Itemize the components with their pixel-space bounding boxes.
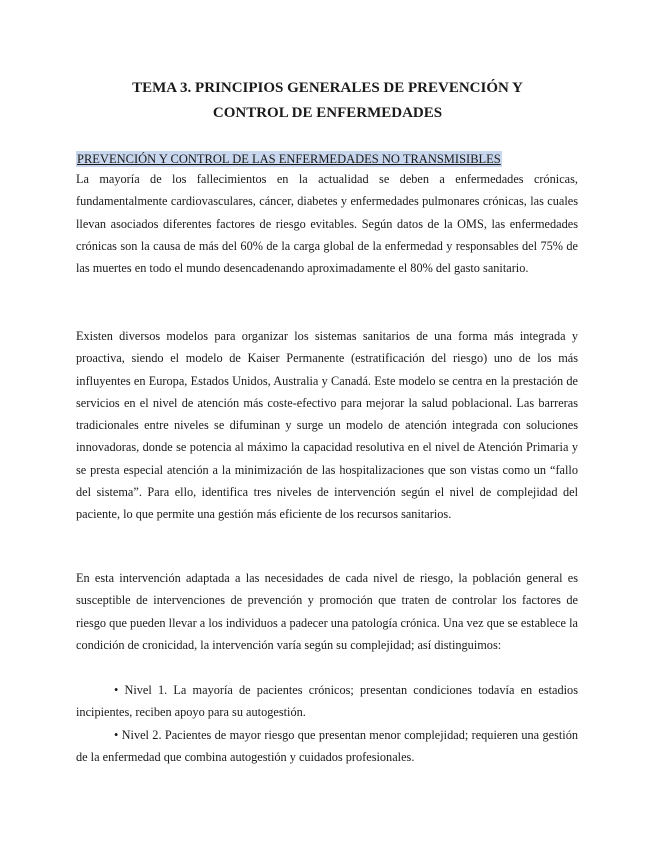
bullet-item-level-1: • Nivel 1. La mayoría de pacientes crónicos; presentan condiciones todavía en estadios incipientes, reciben apoyo para su autogestión. (76, 683, 578, 720)
bullet-item-level-2: • Nivel 2. Pacientes de mayor riesgo que presentan menor complejidad; requieren una gestión de la enfermedad que combina autogestión y cuidados profesionales. (76, 728, 578, 765)
paragraph-1: La mayoría de los fallecimientos en la actualidad se deben a enfermedades crónicas, fundamentalmente cardiovasculares, cáncer, diabetes y enfermedades pulmonares crónicas, las cuales llevan asociados diferentes factores de riesgo evitables. Según datos de la OMS, las enfermedades crónicas son la causa de más del 60% de la carga global de la enfermedad y responsables del 75% de las muertes en todo el mundo desencadenando aproximadamente el 80% del gasto sanitario. (76, 172, 578, 276)
section-heading: PREVENCIÓN Y CONTROL DE LAS ENFERMEDADES NO TRANSMISIBLES (77, 152, 501, 166)
title-line-2: CONTROL DE ENFERMEDADES (212, 105, 443, 121)
page-title (60, 76, 595, 126)
paragraph-2: Existen diversos modelos para organizar los sistemas sanitarios de una forma más integrada y proactiva, siendo el modelo de Kaiser Permanente (estratificación del riesgo) uno de los más influyentes en Europa, Estados Unidos, Australia y Canadá. Este modelo se centra en la prestación de servicios en el nivel de atención más coste-efectivo para mejorar la salud poblacional. Las barreras tradicionales entre niveles se difuminan y surge un modelo de atención integrada con soluciones innovadoras, donde se potencia al máximo la capacidad resolutiva en el nivel de Atención Primaria y se presta especial atención a la minimización de las hospitalizaciones que son vistas como un “fallo del sistema”. Para ello, identifica tres niveles de intervención según el nivel de complejidad del paciente, lo que permite una gestión más eficiente de los recursos sanitarios. (76, 329, 578, 522)
title-line-1: TEMA 3. PRINCIPIOS GENERALES DE PREVENCIÓN Y (132, 80, 523, 96)
paragraph-3: En esta intervención adaptada a las necesidades de cada nivel de riesgo, la población general es susceptible de intervenciones de prevención y promoción que traten de controlar los factores de riesgo que pueden llevar a los individuos a padecer una patología crónica. Una vez que se establece la condición de cronicidad, la intervención varía según su complejidad; así distinguimos: (76, 571, 578, 652)
